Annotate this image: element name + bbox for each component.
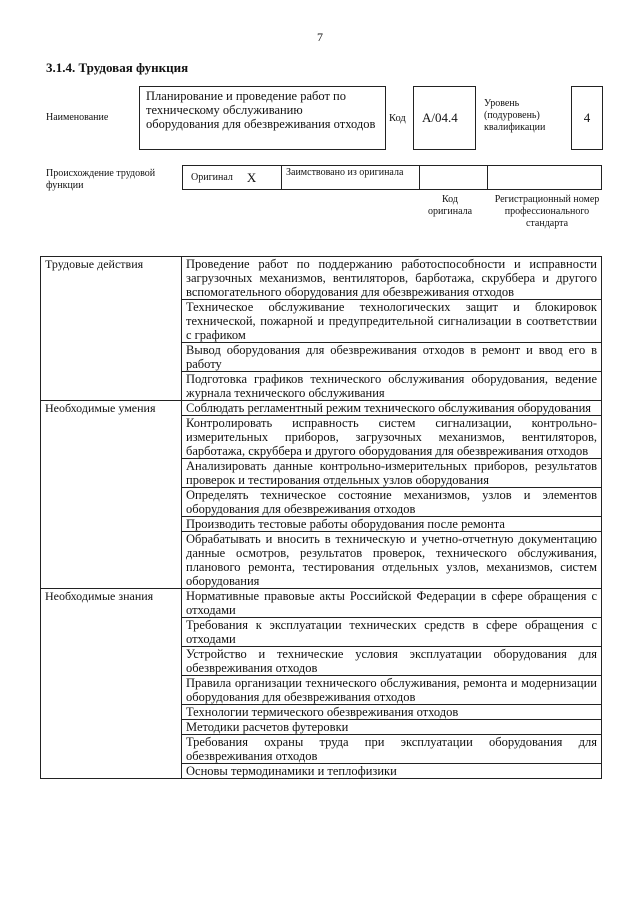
table-row <box>41 589 602 618</box>
function-name-box: Планирование и проведение работ по техническому обслуживанию оборудования для обезвреживания отходов <box>139 86 386 150</box>
section-item: Определять техническое состояние механизмов, узлов и элементов оборудования для обезвреживания отходов <box>182 488 602 517</box>
origin-original-label: Оригинал <box>191 172 233 183</box>
table-row <box>41 257 602 300</box>
section-item: Технологии термического обезвреживания отходов <box>182 705 602 720</box>
section-item: Нормативные правовые акты Российской Федерации в сфере обращения с отходами <box>182 589 602 618</box>
level-label <box>484 98 566 134</box>
code-label: Код <box>389 113 406 124</box>
origin-borrowed-cell: Заимствовано из оригинала <box>282 166 420 189</box>
section-item: Основы термодинамики и теплофизики <box>182 764 602 779</box>
section-heading: 3.1.4. Трудовая функция <box>46 60 189 75</box>
section-title: Необходимые знания <box>41 589 182 779</box>
level-label-text: Уровень (подуровень) квалификации <box>484 98 546 133</box>
section-item: Устройство и технические условия эксплуатации оборудования для обезвреживания отходов <box>182 647 602 676</box>
level-value-box: 4 <box>571 86 603 150</box>
section-item: Требования охраны труда при эксплуатации оборудования для обезвреживания отходов <box>182 735 602 764</box>
origin-code-cell <box>420 166 488 189</box>
origin-label: Происхождение трудовой функции <box>46 168 156 191</box>
section-item: Техническое обслуживание технологических защит и блокировок технической, пожарной и предупредительной сигнализации в соответствии с графиком <box>182 300 602 343</box>
section-item: Вывод оборудования для обезвреживания отходов в ремонт и ввод его в работу <box>182 343 602 372</box>
origin-original-cell <box>183 166 282 189</box>
code-value-box: A/04.4 <box>413 86 476 150</box>
table-row <box>41 401 602 416</box>
function-details-body <box>41 257 602 779</box>
section-item: Правила организации технического обслуживания, ремонта и модернизации оборудования для обезвреживания отходов <box>182 676 602 705</box>
section-title: Необходимые умения <box>41 401 182 589</box>
section-item: Методики расчетов футеровки <box>182 720 602 735</box>
section-title: Трудовые действия <box>41 257 182 401</box>
original-code-caption: Код оригинала <box>427 194 473 217</box>
function-details-table <box>40 256 602 779</box>
page-number: 7 <box>317 30 323 44</box>
origin-reg-cell <box>488 166 601 189</box>
section-item: Подготовка графиков технического обслуживания оборудования, ведение журнала технического обслуживания <box>182 372 602 401</box>
name-label: Наименование <box>46 112 109 123</box>
section-item: Контролировать исправность систем сигнализации, контрольно-измерительных приборов, загрузочных механизмов, вентиляторов, барботажа, скруббера и другого оборудования для обезвреживания отходов <box>182 416 602 459</box>
section-item: Обрабатывать и вносить в техническую и учетно-отчетную документацию данные осмотров, результатов проверок, технического обслуживания, планового ремонта, тестирования отдельных узлов, механизмов, систем оборудования <box>182 532 602 589</box>
section-item: Требования к эксплуатации технических средств в сфере обращения с отходами <box>182 618 602 647</box>
section-item: Производить тестовые работы оборудования после ремонта <box>182 517 602 532</box>
origin-mark: X <box>246 169 257 185</box>
section-item: Проведение работ по поддержанию работоспособности и исправности загрузочных механизмов, вентиляторов, барботажа, скруббера и другого вспомогательного оборудования для обезвреживания отходов <box>182 257 602 300</box>
origin-row <box>182 165 602 190</box>
section-item: Анализировать данные контрольно-измерительных приборов, результатов проверок и тестирования отдельных узлов оборудования <box>182 459 602 488</box>
registration-number-caption: Регистрационный номер профессионального стандарта <box>494 194 600 229</box>
section-item: Соблюдать регламентный режим технического обслуживания оборудования <box>182 401 602 416</box>
